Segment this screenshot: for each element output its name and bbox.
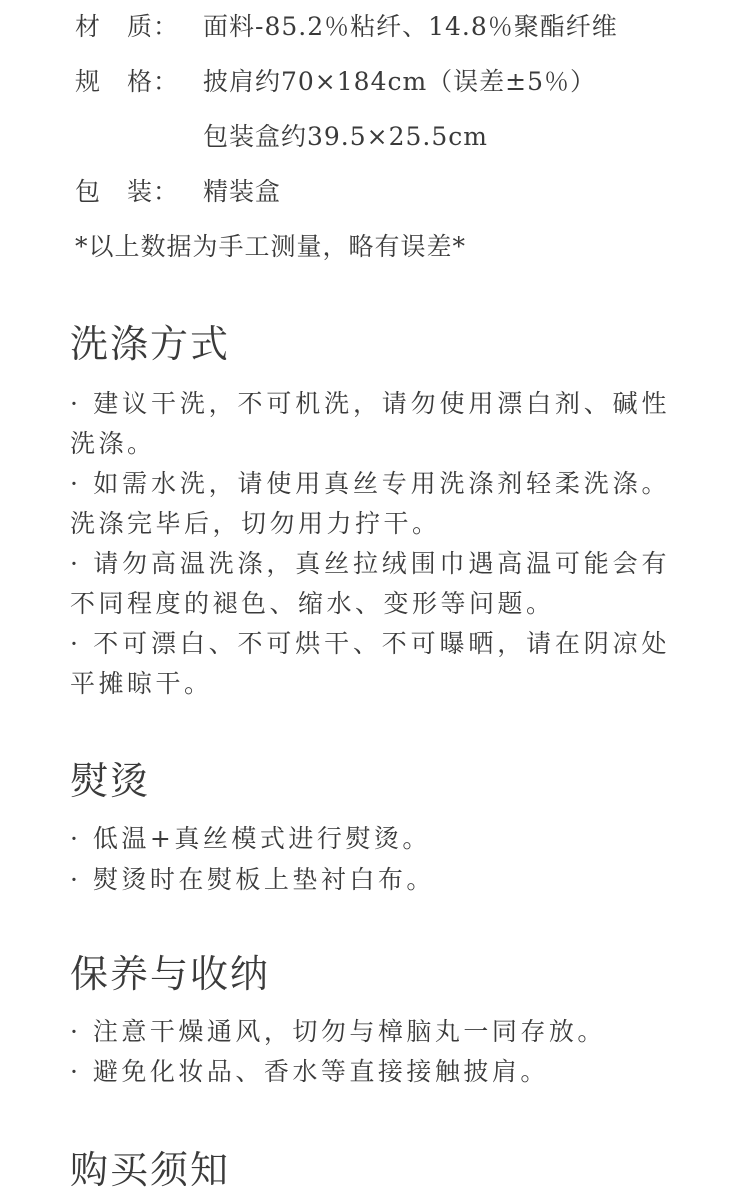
ironing-title: 熨烫 bbox=[70, 759, 151, 803]
spec-material-value: 面料-85.2％粘纤、14.8％聚酯纤维 bbox=[203, 12, 618, 41]
spec-package-label: 包 装： bbox=[75, 177, 180, 206]
washing-item: · 请勿高温洗涤，真丝拉绒围巾遇高温可能会有不同程度的褪色、缩水、变形等问题。 bbox=[70, 549, 670, 618]
spec-package-value: 精装盒 bbox=[203, 177, 282, 206]
spec-size-label: 规 格： bbox=[75, 67, 180, 96]
washing-item: · 不可漂白、不可烘干、不可曝晒，请在阴凉处平摊晾干。 bbox=[70, 629, 670, 698]
measurement-note: *以上数据为手工测量，略有误差* bbox=[75, 232, 467, 261]
ironing-item: · 熨烫时在熨板上垫衬白布。 bbox=[70, 865, 435, 894]
spec-size-extra: 包装盒约39.5×25.5cm bbox=[203, 122, 488, 151]
purchase-title: 购买须知 bbox=[70, 1148, 231, 1192]
washing-title: 洗涤方式 bbox=[70, 322, 231, 366]
care-title: 保养与收纳 bbox=[70, 952, 271, 996]
spec-size-value: 披肩约70×184cm（误差±5％） bbox=[203, 67, 597, 96]
ironing-item: · 低温+真丝模式进行熨烫。 bbox=[70, 824, 431, 853]
washing-item: · 建议干洗，不可机洗，请勿使用漂白剂、碱性洗涤。 bbox=[70, 389, 670, 458]
washing-item: · 如需水洗，请使用真丝专用洗涤剂轻柔洗涤。洗涤完毕后，切勿用力拧干。 bbox=[70, 469, 670, 538]
spec-material-label: 材 质： bbox=[75, 12, 180, 41]
care-item: · 避免化妆品、香水等直接接触披肩。 bbox=[70, 1057, 549, 1086]
spec-package bbox=[75, 175, 281, 209]
care-item: · 注意干燥通风，切勿与樟脑丸一同存放。 bbox=[70, 1017, 606, 1046]
spec-material bbox=[75, 10, 618, 44]
spec-size bbox=[75, 65, 596, 99]
